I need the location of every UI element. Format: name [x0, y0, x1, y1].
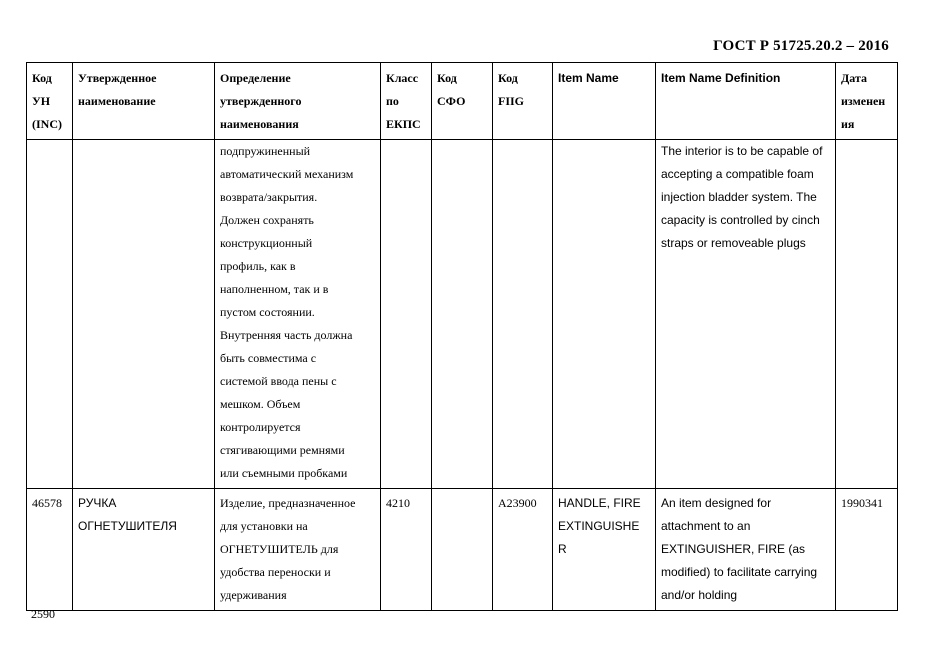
cell-sfo: [432, 140, 493, 489]
cell-item-name-definition: An item designed for attachment to an EXTINGUISHER, FIRE (as modified) to facilitate carrying and/or holding: [656, 489, 836, 611]
header-item-name: Item Name: [553, 63, 656, 140]
header-fiig: Код FIIG: [493, 63, 553, 140]
header-class: Класс по ЕКПС: [381, 63, 432, 140]
cell-definition: Изделие, предназначенное для установки на ОГНЕТУШИТЕЛЬ для удобства переноски и удерживания: [215, 489, 381, 611]
table-row: [27, 489, 898, 611]
cell-fiig: [493, 140, 553, 489]
standard-title: ГОСТ Р 51725.20.2 – 2016: [713, 38, 889, 54]
header-sfo: Код СФО: [432, 63, 493, 140]
cell-inc: 46578: [27, 489, 73, 611]
table-row: [27, 140, 898, 489]
cell-sfo: [432, 489, 493, 611]
header-item-name-definition: Item Name Definition: [656, 63, 836, 140]
cell-approved-name: РУЧКА ОГНЕТУШИТЕЛЯ: [73, 489, 215, 611]
header-definition: Определение утвержденного наименования: [215, 63, 381, 140]
header-approved-name: Утвержденное наименование: [73, 63, 215, 140]
header-inc: Код УН (INC): [27, 63, 73, 140]
cell-class: [381, 140, 432, 489]
cell-class: 4210: [381, 489, 432, 611]
cell-item-name: HANDLE, FIRE EXTINGUISHE R: [553, 489, 656, 611]
page-number: 2590: [31, 607, 55, 621]
header-date: Дата изменен ия: [836, 63, 898, 140]
cell-fiig: A23900: [493, 489, 553, 611]
cell-item-name-definition: The interior is to be capable of accepting a compatible foam injection bladder system. The capacity is controlled by cinch straps or removeable plugs: [656, 140, 836, 489]
classification-table: [26, 62, 898, 611]
cell-definition: подпружиненный автоматический механизм возврата/закрытия. Должен сохранять конструкционный профиль, как в наполненном, так и в пустом состоянии. Внутренняя часть должна быть совместима с системой ввода пены с мешком. Объем контролируется стягивающими ремнями или съемными пробками: [215, 140, 381, 489]
cell-date: [836, 140, 898, 489]
cell-inc: [27, 140, 73, 489]
cell-approved-name: [73, 140, 215, 489]
table-header-row: [27, 63, 898, 140]
cell-date: 1990341: [836, 489, 898, 611]
cell-item-name: [553, 140, 656, 489]
